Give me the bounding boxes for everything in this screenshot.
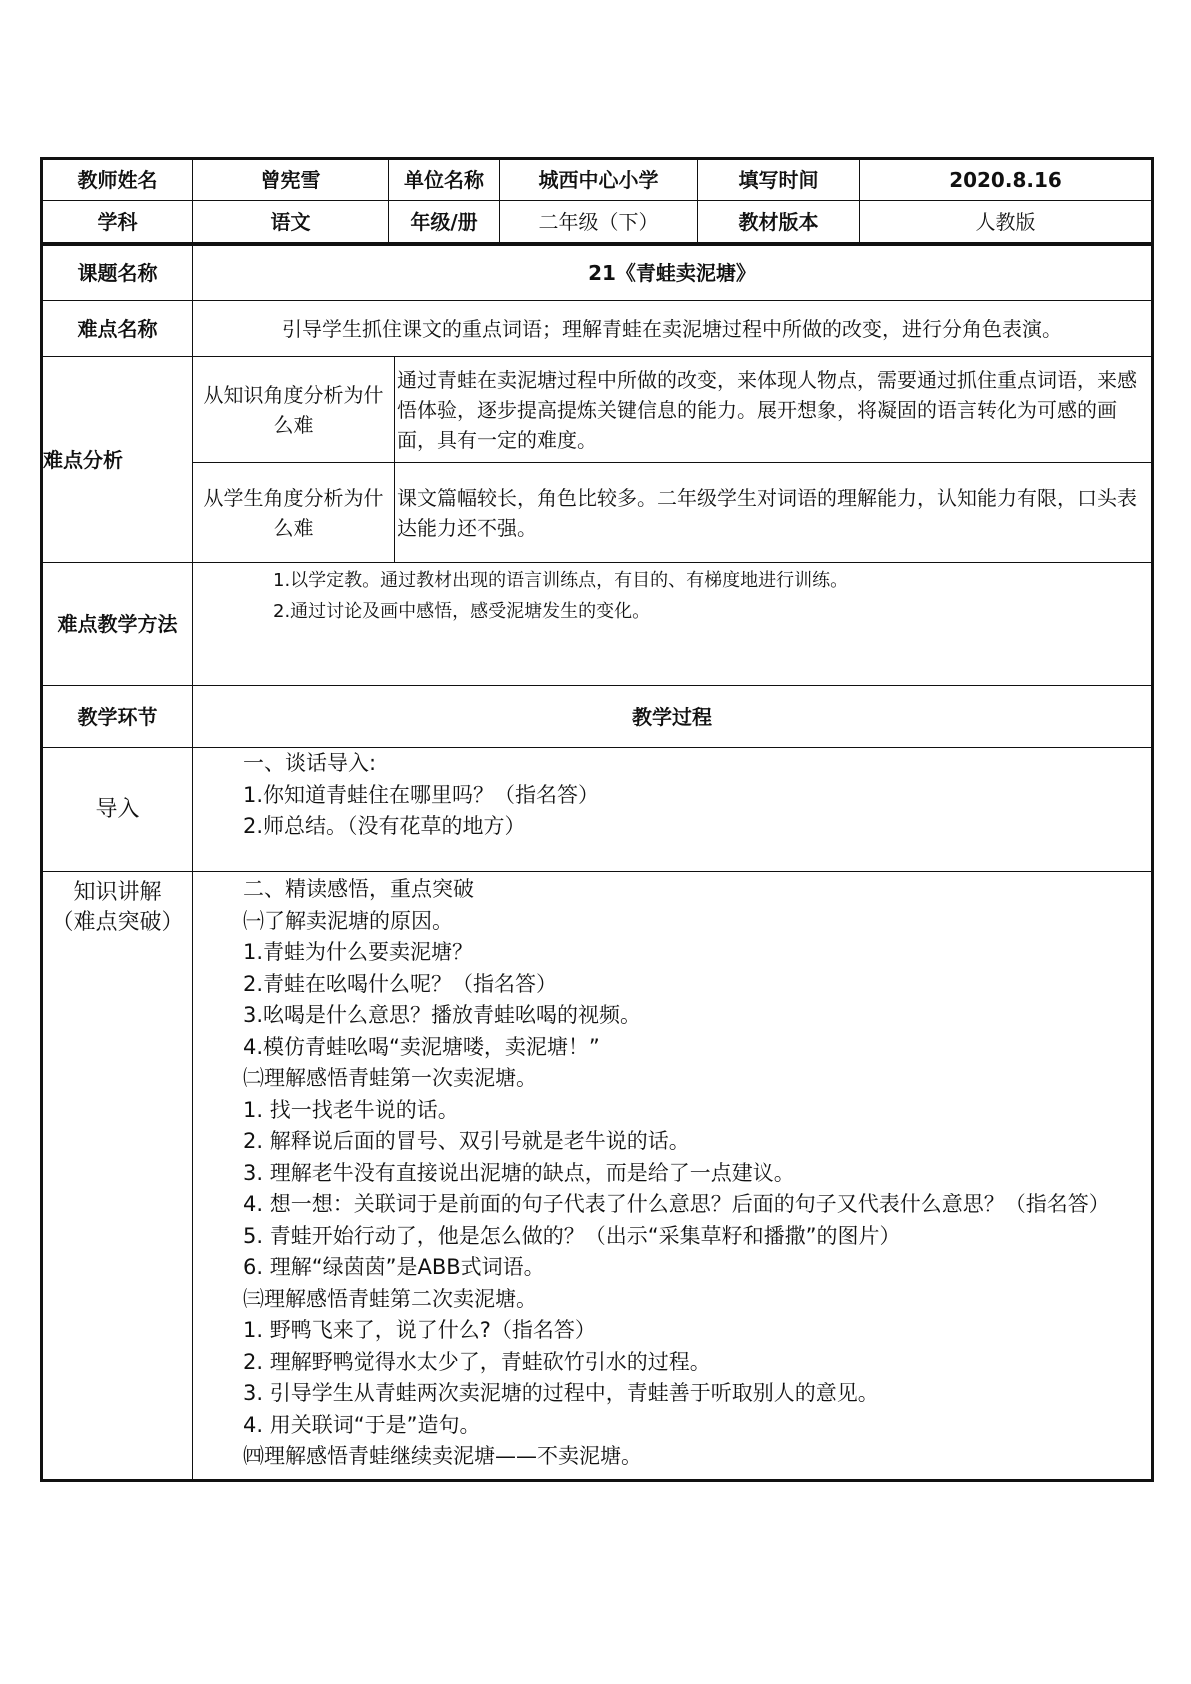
knowledge-line: 4. 想一想：关联词于是前面的句子代表了什么意思？后面的句子又代表什么意思？（指名答）	[243, 1192, 1110, 1216]
intro-label: 导入	[42, 748, 193, 872]
knowledge-line: 3. 理解老牛没有直接说出泥塘的缺点，而是给了一点建议。	[243, 1160, 795, 1185]
grade-label: 年级/册	[389, 201, 500, 243]
plan-table	[40, 243, 1154, 1482]
knowledge-label-line: （难点突破）	[51, 910, 184, 935]
knowledge-line: 2. 理解野鸭觉得水太少了，青蛙砍竹引水的过程。	[243, 1349, 711, 1374]
student-angle-label: 从学生角度分析为什么难	[193, 463, 395, 563]
knowledge-line: 5. 青蛙开始行动了，他是怎么做的？（出示“采集草籽和播撒”的图片）	[243, 1223, 901, 1248]
knowledge-line: 4. 用关联词“于是”造句。	[243, 1412, 481, 1437]
edition-value: 人教版	[860, 201, 1153, 243]
knowledge-line: 1. 野鸭飞来了，说了什么?（指名答）	[243, 1318, 596, 1342]
method-item: 1.以学定教。通过教材出现的语言训练点，有目的、有梯度地进行训练。	[273, 570, 849, 591]
knowledge-line: 3.吆喝是什么意思？播放青蛙吆喝的视频。	[243, 1003, 642, 1027]
knowledge-label	[42, 872, 193, 1481]
intro-line: 一、谈话导入:	[243, 751, 377, 775]
fill-time-value: 2020.8.16	[860, 159, 1153, 201]
knowledge-line: 2. 解释说后面的冒号、双引号就是老牛说的话。	[243, 1129, 690, 1153]
knowledge-line: ㈣理解感悟青蛙继续卖泥塘——不卖泥塘。	[243, 1444, 642, 1468]
knowledge-line: ㈠了解卖泥塘的原因。	[243, 908, 453, 933]
knowledge-line: 2.青蛙在吆喝什么呢？（指名答）	[243, 971, 558, 996]
unit-label: 单位名称	[389, 159, 500, 201]
knowledge-content	[193, 872, 1153, 1481]
difficulty-value: 引导学生抓住课文的重点词语；理解青蛙在卖泥塘过程中所做的改变，进行分角色表演。	[193, 301, 1153, 357]
intro-line: 1.你知道青蛙住在哪里吗？（指名答）	[243, 782, 600, 807]
teacher-name-label: 教师姓名	[42, 159, 193, 201]
knowledge-line: ㈡理解感悟青蛙第一次卖泥塘。	[243, 1066, 537, 1090]
knowledge-line: ㈢理解感悟青蛙第二次卖泥塘。	[243, 1286, 537, 1311]
knowledge-line: 6. 理解“绿茵茵”是ABB式词语。	[243, 1255, 545, 1279]
process-header: 教学过程	[193, 686, 1153, 748]
knowledge-line: 1.青蛙为什么要卖泥塘？	[243, 940, 474, 964]
topic-value: 21《青蛙卖泥塘》	[193, 245, 1153, 301]
knowledge-line: 1. 找一找老牛说的话。	[243, 1097, 459, 1122]
topic-label: 课题名称	[42, 245, 193, 301]
lesson-plan-sheet	[40, 157, 1151, 1482]
knowledge-line: 4.模仿青蛙吆喝“卖泥塘喽，卖泥塘！”	[243, 1034, 600, 1059]
analysis-label: 难点分析	[42, 357, 193, 563]
unit-value: 城西中心小学	[500, 159, 698, 201]
info-table	[40, 157, 1154, 243]
intro-line: 2.师总结。（没有花草的地方）	[243, 814, 526, 838]
knowledge-label-line: 知识讲解	[73, 880, 162, 905]
method-label: 难点教学方法	[42, 563, 193, 686]
fill-time-label: 填写时间	[698, 159, 860, 201]
student-angle-text: 课文篇幅较长，角色比较多。二年级学生对词语的理解能力，认知能力有限，口头表达能力还不强。	[395, 463, 1153, 563]
difficulty-label: 难点名称	[42, 301, 193, 357]
edition-label: 教材版本	[698, 201, 860, 243]
knowledge-line: 二、精读感悟，重点突破	[243, 877, 474, 901]
method-items	[193, 563, 1153, 686]
grade-value: 二年级（下）	[500, 201, 698, 243]
teacher-name-value: 曾宪雪	[193, 159, 389, 201]
stage-header: 教学环节	[42, 686, 193, 748]
knowledge-line: 3. 引导学生从青蛙两次卖泥塘的过程中，青蛙善于听取别人的意见。	[243, 1381, 879, 1405]
method-item: 2.通过讨论及画中感悟，感受泥塘发生的变化。	[273, 601, 651, 622]
knowledge-angle-label: 从知识角度分析为什么难	[193, 357, 395, 463]
intro-content	[193, 748, 1153, 872]
subject-label: 学科	[42, 201, 193, 243]
subject-value: 语文	[193, 201, 389, 243]
knowledge-angle-text: 通过青蛙在卖泥塘过程中所做的改变，来体现人物点，需要通过抓住重点词语，来感悟体验，逐步提高提炼关键信息的能力。展开想象，将凝固的语言转化为可感的画面，具有一定的难度。	[395, 357, 1153, 463]
